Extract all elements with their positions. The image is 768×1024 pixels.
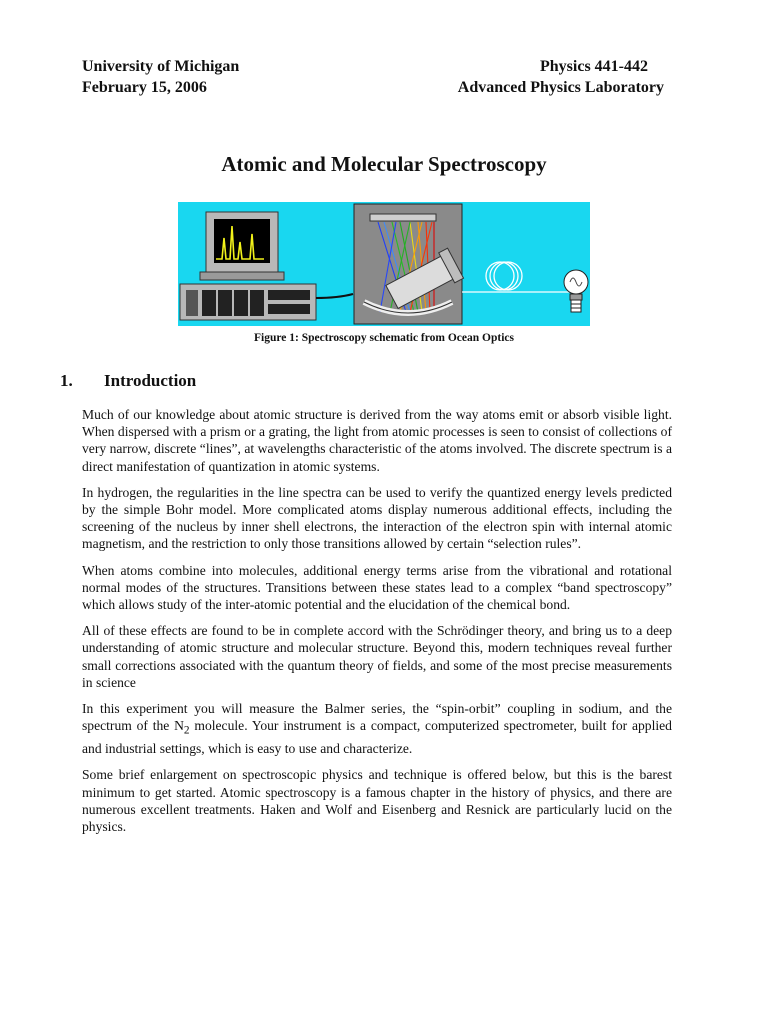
spectroscopy-schematic-figure xyxy=(178,202,590,326)
computer-unit-icon xyxy=(180,284,316,320)
paragraph xyxy=(82,700,672,757)
paragraph: All of these effects are found to be in complete accord with the Schrödinger theory, and bring us to a deep understanding of atomic structure and molecular structure. Beyond this, modern techniques reveal further small corrections associated with the quantum theory of fields, and some of the most precise measurements in science xyxy=(82,623,672,690)
section-number: 1. xyxy=(60,371,73,390)
document-date: February 15, 2006 xyxy=(82,79,207,96)
course-number: Physics 441-442 xyxy=(540,58,648,75)
header-row-2 xyxy=(82,77,664,98)
lab-name: Advanced Physics Laboratory xyxy=(457,79,664,96)
paragraph: Much of our knowledge about atomic structure is derived from the way atoms emit or absorb visible light. When dispersed with a prism or a grating, the light from atomic processes is seen to consist of collections of very narrow, discrete “lines”, at wavelengths characteristic of the atoms involved. The discrete spectrum is a direct manifestation of quantization in atomic systems. xyxy=(82,407,672,474)
figure-caption: Figure 1: Spectroscopy schematic from Ocean Optics xyxy=(254,332,514,344)
spectrometer-icon xyxy=(354,204,464,324)
header-row-1 xyxy=(82,56,664,77)
paragraph: When atoms combine into molecules, additional energy terms arise from the vibrational and rotational normal modes of the structures. Transitions between these states lead to a complex “band spectroscopy” which allows study of the inter-atomic potential and the elucidation of the chemical bond. xyxy=(82,562,672,613)
section-heading xyxy=(60,371,196,391)
institution: University of Michigan xyxy=(82,58,240,75)
paragraph: In hydrogen, the regularities in the line spectra can be used to verify the quantized energy levels predicted by the simple Bohr model. More complicated atoms display numerous additional effects, including the screening of the nucleus by inner shell electrons, the interaction of the electron spin with internal atomic magnetism, and the restriction to only those transitions allowed by certain “selection rules”. xyxy=(82,484,672,552)
monitor-icon xyxy=(200,212,284,280)
subscript: 2 xyxy=(183,724,190,737)
document-header xyxy=(82,56,664,98)
paragraph-text: molecule. Your instrument is a compact, computerized spectrometer, built for applied and industrial settings, which is easy to use and characterize. xyxy=(82,718,672,757)
section-title: Introduction xyxy=(104,371,197,390)
page-title: Atomic and Molecular Spectroscopy xyxy=(221,152,547,176)
body-text xyxy=(82,406,672,844)
paragraph-text: In this experiment you will measure the Balmer series, the “spin-orbit” coupling in sodium, and the spectrum of the N xyxy=(82,701,672,734)
paragraph: Some brief enlargement on spectroscopic physics and technique is offered below, but this is the barest minimum to get started. Atomic spectroscopy is a famous chapter in the history of physics, and there are numerous excellent treatments. Haken and Wolf and Eisenberg and Resnick are particularly lucid on the physics. xyxy=(82,767,672,834)
